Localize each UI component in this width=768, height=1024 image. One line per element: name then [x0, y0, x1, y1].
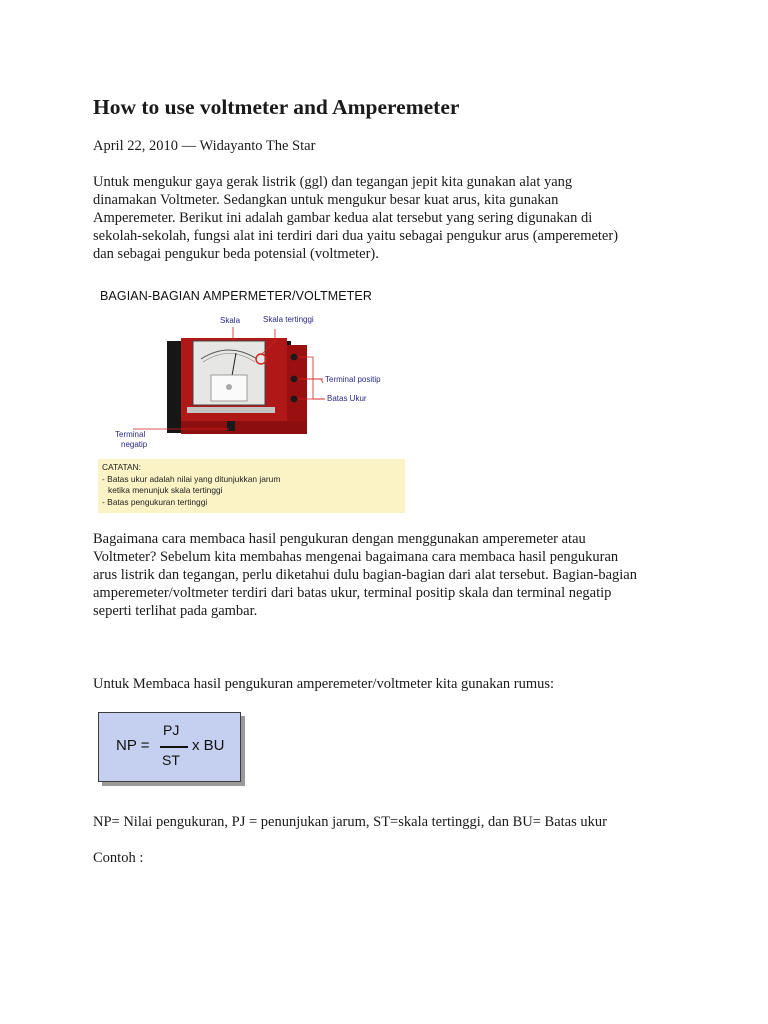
label-terminal-negatip-2: negatip	[121, 440, 148, 449]
paragraph-formula-intro	[93, 675, 683, 693]
text-line: sekolah-sekolah, fungsi alat ini terdiri dari dua yaitu sebagai pengukur arus (amperemeter)	[93, 228, 619, 244]
formula-rhs: x BU	[192, 737, 225, 754]
text-line: Amperemeter. Berikut ini adalah gambar kedua alat tersebut yang sering digunakan di	[93, 210, 593, 226]
text-line: Contoh :	[93, 850, 144, 866]
text-line: arus listrik dan tegangan, perlu diketahui dulu bagian-bagian dari alat tersebut. Bagian-bagian	[93, 567, 637, 583]
post-meta: April 22, 2010 — Widayanto The Star	[93, 138, 316, 154]
formula-fraction	[160, 722, 188, 772]
text-line: NP= Nilai pengukuran, PJ = penunjukan jarum, ST=skala tertinggi, dan BU= Batas ukur	[93, 814, 607, 830]
paragraph-intro	[93, 173, 683, 263]
label-skala: Skala	[220, 316, 241, 325]
text-line: Untuk Membaca hasil pengukuran amperemeter/voltmeter kita gunakan rumus:	[93, 676, 555, 692]
note-box	[98, 459, 405, 513]
meter-figure	[93, 283, 405, 513]
text-line: dan sebagai pengukur beda potensial (voltmeter).	[93, 246, 379, 262]
note-line: - Batas pengukuran tertinggi	[102, 497, 208, 507]
text-line: amperemeter/voltmeter terdiri dari batas ukur, terminal positip skala dan terminal negatip	[93, 585, 612, 601]
label-batas-ukur: Batas Ukur	[327, 394, 367, 403]
formula-lhs: NP =	[116, 737, 150, 754]
label-skala-tertinggi: Skala tertinggi	[263, 315, 314, 324]
formula-denominator: ST	[162, 752, 180, 768]
article-title: How to use voltmeter and Amperemeter	[93, 95, 460, 119]
formula-numerator: PJ	[163, 722, 180, 738]
text-line: Voltmeter? Sebelum kita membahas mengenai bagaimana cara membaca hasil pengukuran	[93, 549, 619, 565]
text-line: seperti terlihat pada gambar.	[93, 603, 258, 619]
text-line: dinamakan Voltmeter. Sedangkan untuk mengukur besar kuat arus, kita gunakan	[93, 192, 559, 208]
note-line: - Batas ukur adalah nilai yang ditunjukkan jarum	[102, 474, 281, 484]
text-line: Untuk mengukur gaya gerak listrik (ggl) dan tegangan jepit kita gunakan alat yang	[93, 174, 573, 190]
label-terminal-positip: Terminal positip	[325, 375, 381, 384]
paragraph-parts	[93, 530, 683, 620]
formula-box	[98, 712, 241, 782]
figure-title: BAGIAN-BAGIAN AMPERMETER/VOLTMETER	[100, 289, 372, 303]
fraction-bar	[160, 746, 188, 748]
label-terminal-negatip: Terminal	[115, 430, 146, 439]
note-heading: CATATAN:	[102, 462, 141, 472]
text-line: Bagaimana cara membaca hasil pengukuran dengan menggunakan amperemeter atau	[93, 531, 586, 547]
note-line: ketika menunjuk skala tertinggi	[108, 485, 223, 495]
paragraph-legend	[93, 813, 683, 831]
paragraph-example	[93, 849, 683, 867]
